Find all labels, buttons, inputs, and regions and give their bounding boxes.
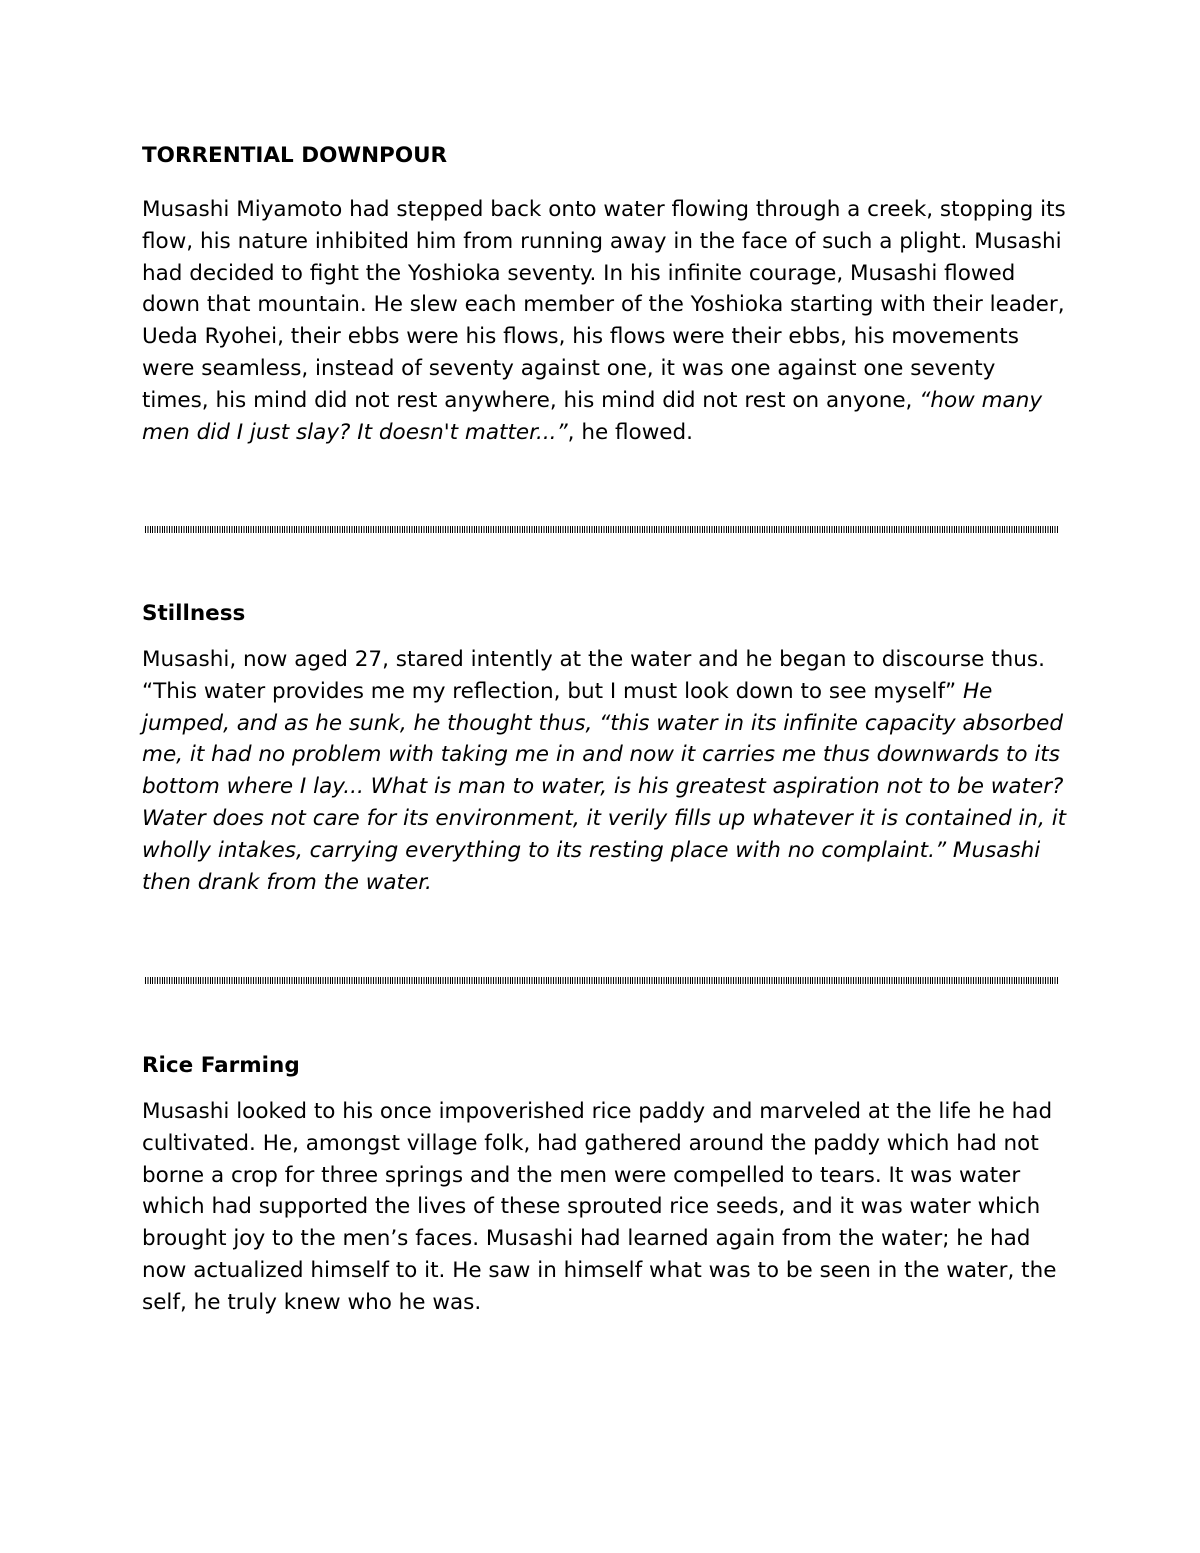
- section-paragraph: [142, 194, 1067, 448]
- paragraph-text-end: , he flowed.: [567, 419, 694, 445]
- section-paragraph: [142, 644, 1067, 898]
- section-heading: TORRENTIAL DOWNPOUR: [142, 143, 448, 168]
- section-heading: Rice Farming: [142, 1053, 300, 1078]
- paragraph-text: Musashi, now aged 27, stared intently at the water and he began to discourse thus. “This water provides me my reflection, but I must look down to see myself”: [142, 647, 1045, 704]
- section-rice-farming: [142, 1050, 1067, 1319]
- section-divider: [145, 526, 1059, 533]
- section-divider: [145, 977, 1059, 984]
- paragraph-italic-text: He jumped, and as he sunk, he thought thus, “this water in its infinite capacity absorbed me, it had no problem with taking me in and now it carries me thus downwards to its bottom where I lay... What is man to water, is his greatest aspiration not to be water? Water does not care for its environment, it verily fills up whatever it is contained in, it wholly intakes, carrying everything to its resting place with no complaint.” Musashi then drank from the water.: [142, 678, 1067, 895]
- section-torrential-downpour: [142, 140, 1067, 448]
- paragraph-italic-text: “how many men did I just slay? It doesn't matter...”: [142, 387, 1043, 445]
- section-paragraph: Musashi looked to his once impoverished rice paddy and marveled at the life he had cultivated. He, amongst village folk, had gathered around the paddy which had not borne a crop for three springs and the men were compelled to tears. It was water which had supported the lives of these sprouted rice seeds, and it was water which brought joy to the men’s faces. Musashi had learned again from the water; he had now actualized himself to it. He saw in himself what was to be seen in the water, the self, he truly knew who he was.: [142, 1099, 1057, 1315]
- section-heading: Stillness: [142, 601, 246, 626]
- section-stillness: [142, 598, 1067, 898]
- paragraph-text: Musashi Miyamoto had stepped back onto water flowing through a creek, stopping its flow, his nature inhibited him from running away in the face of such a plight. Musashi had decided to fight the Yoshioka seventy. In his infinite courage, Musashi flowed down that mountain. He slew each member of the Yoshioka starting with their leader, Ueda Ryohei, their ebbs were his flows, his flows were their ebbs, his movements were seamless, instead of seventy against one, it was one against one seventy times, his mind did not rest anywhere, his mind did not rest on anyone,: [142, 197, 1066, 413]
